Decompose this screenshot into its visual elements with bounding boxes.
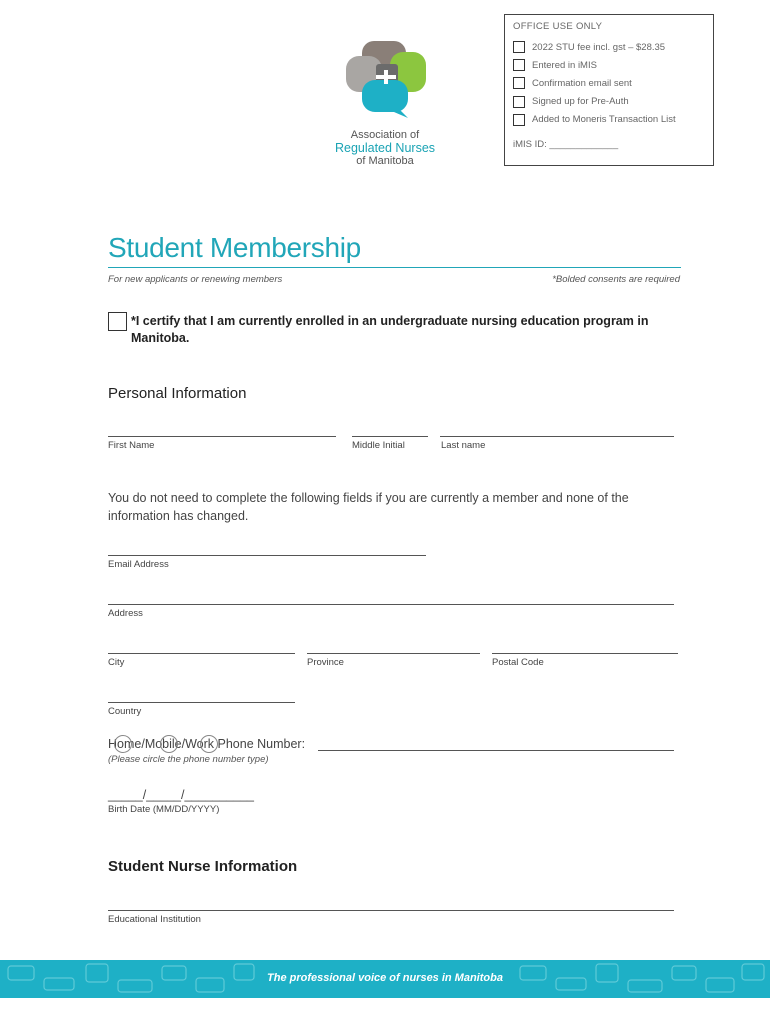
city-input[interactable]: [108, 653, 295, 654]
work-circle-mark[interactable]: [200, 735, 218, 753]
province-input[interactable]: [307, 653, 480, 654]
office-item-label: Confirmation email sent: [532, 77, 632, 89]
postal-code-input[interactable]: [492, 653, 678, 654]
middle-initial-input[interactable]: [352, 436, 428, 437]
address-label: Address: [108, 608, 143, 619]
personal-info-heading: Personal Information: [108, 385, 247, 402]
phone-hint: (Please circle the phone number type): [108, 754, 269, 765]
office-checkbox[interactable]: [513, 77, 525, 89]
office-item-label: 2022 STU fee incl. gst – $28.35: [532, 41, 666, 53]
required-note: *Bolded consents are required: [552, 274, 680, 285]
certify-statement: *I certify that I am currently enrolled in an undergraduate nursing education program in Manitoba.: [131, 314, 649, 345]
address-input[interactable]: [108, 604, 674, 605]
logo-line-2: Regulated Nurses: [334, 141, 436, 155]
first-name-label: First Name: [108, 440, 155, 451]
office-item: [513, 38, 705, 56]
birth-date-label: Birth Date (MM/DD/YYYY): [108, 804, 220, 815]
office-item-label: Signed up for Pre-Auth: [532, 96, 629, 108]
logo-line-3: of Manitoba: [356, 155, 414, 167]
office-item: [513, 93, 705, 111]
footer-band: [0, 960, 770, 998]
city-label: City: [108, 657, 125, 668]
country-input[interactable]: [108, 702, 295, 703]
office-checkbox[interactable]: [513, 41, 525, 53]
office-checkbox[interactable]: [513, 59, 525, 71]
office-item-label: Added to Moneris Transaction List: [532, 114, 676, 126]
phone-label: Home/Mobile/Work Phone Number:: [108, 737, 306, 751]
province-label: Province: [307, 657, 344, 668]
email-input[interactable]: [108, 555, 426, 556]
office-item: [513, 74, 705, 92]
title-divider: [108, 267, 681, 268]
footer-tagline: The professional voice of nurses in Manitoba: [267, 972, 503, 984]
office-item-label: Entered in iMIS: [532, 59, 597, 71]
institution-label: Educational Institution: [108, 914, 201, 925]
office-item: [513, 56, 705, 74]
mobile-circle-mark[interactable]: [160, 735, 178, 753]
logo-wordmark: [320, 129, 450, 168]
middle-initial-label: Middle Initial: [352, 440, 405, 451]
update-note: You do not need to complete the following fields if you are currently a member and none of the information has changed.: [108, 491, 629, 523]
student-info-heading: Student Nurse Information: [108, 858, 298, 875]
page-title: Student Membership: [108, 232, 361, 263]
page-subtitle: For new applicants or renewing members: [108, 274, 283, 285]
first-name-input[interactable]: [108, 436, 336, 437]
institution-input[interactable]: [108, 910, 674, 911]
email-label: Email Address: [108, 559, 169, 570]
office-checkbox[interactable]: [513, 114, 525, 126]
phone-input[interactable]: [318, 750, 674, 751]
office-item: [513, 111, 705, 129]
birth-date-input[interactable]: _____/_____/__________: [108, 788, 254, 802]
home-circle-mark[interactable]: [114, 735, 132, 753]
imis-id-field[interactable]: iMIS ID: _____________: [513, 138, 619, 150]
country-label: Country: [108, 706, 142, 717]
office-use-header: OFFICE USE ONLY: [513, 21, 603, 32]
office-checkbox[interactable]: [513, 96, 525, 108]
last-name-label: Last name: [441, 440, 486, 451]
logo-line-1: Association of: [350, 129, 420, 141]
last-name-input[interactable]: [440, 436, 674, 437]
postal-code-label: Postal Code: [492, 657, 544, 668]
office-use-box: [504, 14, 714, 166]
certify-checkbox[interactable]: [108, 312, 127, 331]
